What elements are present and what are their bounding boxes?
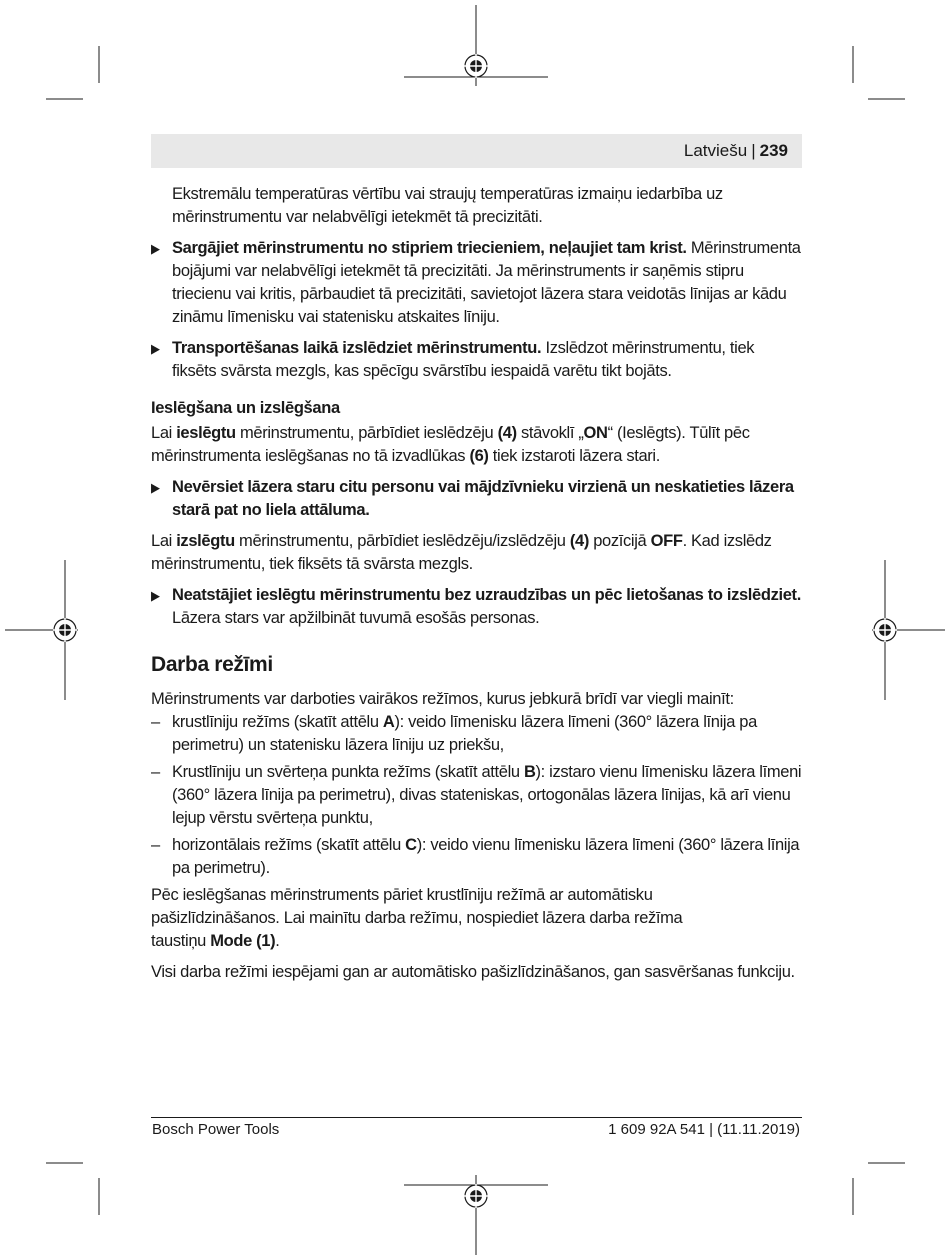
text-run: stāvoklī „	[516, 424, 584, 442]
warning-bold: Transportēšanas laikā izslēdziet mērinstrumentu.	[172, 339, 542, 357]
switch-off-paragraph	[151, 530, 802, 576]
warning-arrow-icon: ▶	[151, 480, 160, 495]
warning-text: Lāzera stars var apžilbināt tuvumā esošās personas.	[172, 609, 540, 627]
warning-item	[151, 337, 802, 383]
warning-arrow-icon: ▶	[151, 241, 160, 256]
warning-bold: Nevērsiet lāzera staru citu personu vai mājdzīvnieku virzienā un neskatieties lāzera starā pat no liela attāluma.	[172, 478, 794, 519]
footer-right: 1 609 92A 541 | (11.11.2019)	[608, 1121, 800, 1138]
text-bold: B	[523, 763, 536, 781]
text-run: ): izstaro vienu līmenisku lāzera līmeni (360° lāzera līnija pa perimetru), divas stateniskas, ortogonālas lāzera līnijas, kā arī vienu lejup vērstu svērteņa punktu,	[172, 763, 802, 827]
warning-item	[151, 476, 802, 522]
header-separator: |	[751, 141, 756, 160]
list-item	[151, 834, 802, 880]
page-header	[151, 134, 802, 168]
text-run: pozīcijā	[588, 532, 651, 550]
warning-text: Mērinstrumenta bojājumi var nelabvēlīgi ietekmēt tā precizitāti. Ja mērinstruments ir saņēmis stipru triecienu vai kritis, pārbaudiet tā precizitāti, savietojot lāzera stara veidotās līnijas ar kādu zināmu līmenisku vai statenisku atskaites līniju.	[172, 239, 801, 326]
text-run: “ (Ieslēgts). Tūlīt pēc mērinstrumenta ieslēgšanas no tā izvadlūkas	[151, 424, 750, 465]
warning-bold: Sargājiet mērinstrumentu no stipriem triecieniem, neļaujiet tam krist.	[172, 239, 687, 257]
text-run: Lai	[151, 532, 177, 550]
registration-target-left	[53, 618, 77, 642]
modes-after-paragraph	[151, 884, 802, 953]
warning-arrow-icon: ▶	[151, 588, 160, 603]
warning-bold: Neatstājiet ieslēgtu mērinstrumentu bez uzraudzības un pēc lietošanas to izslēdziet.	[172, 586, 801, 604]
modes-last-paragraph: Visi darba režīmi iespējami gan ar automātisko pašizlīdzināšanos, gan sasvēršanas funkciju.	[151, 963, 795, 981]
text-run: Lai	[151, 424, 177, 442]
text-run: mērinstrumentu, pārbīdiet ieslēdzēju/izslēdzēju	[234, 532, 570, 550]
page-number: 239	[759, 141, 788, 160]
header-section: Latviešu	[683, 141, 748, 160]
text-run: ): veido līmenisku lāzera līmeni (360° lāzera līnija pa perimetru) un statenisku lāzera līniju uz priekšu,	[172, 713, 757, 754]
footer-left: Bosch Power Tools	[152, 1121, 280, 1138]
registration-target-right	[873, 618, 897, 642]
dash-bullet: –	[151, 713, 160, 731]
footer-rule	[151, 1117, 802, 1118]
text-bold: A	[382, 713, 395, 731]
text-bold: Mode (1)	[210, 932, 276, 950]
text-bold: ieslēgtu	[176, 424, 236, 442]
text-run: ): veido vienu līmenisku lāzera līmeni (360° lāzera līnija pa perimetru).	[172, 836, 800, 877]
text-run: mērinstrumentu, pārbīdiet ieslēdzēju	[235, 424, 498, 442]
text-run: .	[275, 932, 280, 950]
text-run: Krustlīniju un svērteņa punkta režīms (skatīt attēlu	[172, 763, 524, 781]
text-bold: (6)	[469, 447, 489, 465]
modes-intro: Mērinstruments var darboties vairākos režīmos, kurus jebkurā brīdī var viegli mainīt:	[151, 690, 734, 708]
registration-target-bottom	[464, 1184, 488, 1208]
warning-text: Izslēdzot mērinstrumentu, tiek fiksēts svārsta mezgls, kas spēcīgu svārstību iespaidā varētu tikt bojāts.	[172, 339, 755, 380]
text-run: tiek izstaroti lāzera stari.	[488, 447, 660, 465]
text-run: Pēc ieslēgšanas mērinstruments pāriet krustlīniju režīmā ar automātisku pašizlīdzināšanos. Lai mainītu darba režīmu, nospiediet lāzera darba režīma taustiņu	[151, 886, 683, 950]
text-bold: C	[405, 836, 417, 854]
text-bold: izslēgtu	[176, 532, 235, 550]
dash-bullet: –	[151, 763, 160, 781]
text-run: . Kad izslēdz mērinstrumentu, tiek fiksēts tā svārsta mezgls.	[151, 532, 772, 573]
list-item	[151, 761, 802, 830]
warning-item	[151, 584, 802, 630]
section-title: Darba režīmi	[151, 653, 273, 676]
text-bold: ON	[583, 424, 608, 442]
text-run: krustlīniju režīms (skatīt attēlu	[172, 713, 383, 731]
text-bold: (4)	[497, 424, 517, 442]
onoff-heading: Ieslēgšana un izslēgšana	[151, 399, 340, 417]
intro-paragraph: Ekstremālu temperatūras vērtību vai straujų temperatūras izmaiņu iedarbība uz mērinstrumentu var nelabvēlīgi ietekmēt tā precizitāti.	[172, 185, 723, 226]
list-item	[151, 711, 802, 757]
page-content	[151, 183, 802, 992]
text-bold: OFF	[650, 532, 683, 550]
text-bold: (4)	[569, 532, 589, 550]
warning-arrow-icon: ▶	[151, 341, 160, 356]
switch-on-paragraph	[151, 422, 802, 468]
dash-bullet: –	[151, 836, 160, 854]
text-run: horizontālais režīms (skatīt attēlu	[172, 836, 406, 854]
warning-item	[151, 237, 802, 329]
header-text	[684, 141, 788, 161]
registration-target-top	[464, 54, 488, 78]
